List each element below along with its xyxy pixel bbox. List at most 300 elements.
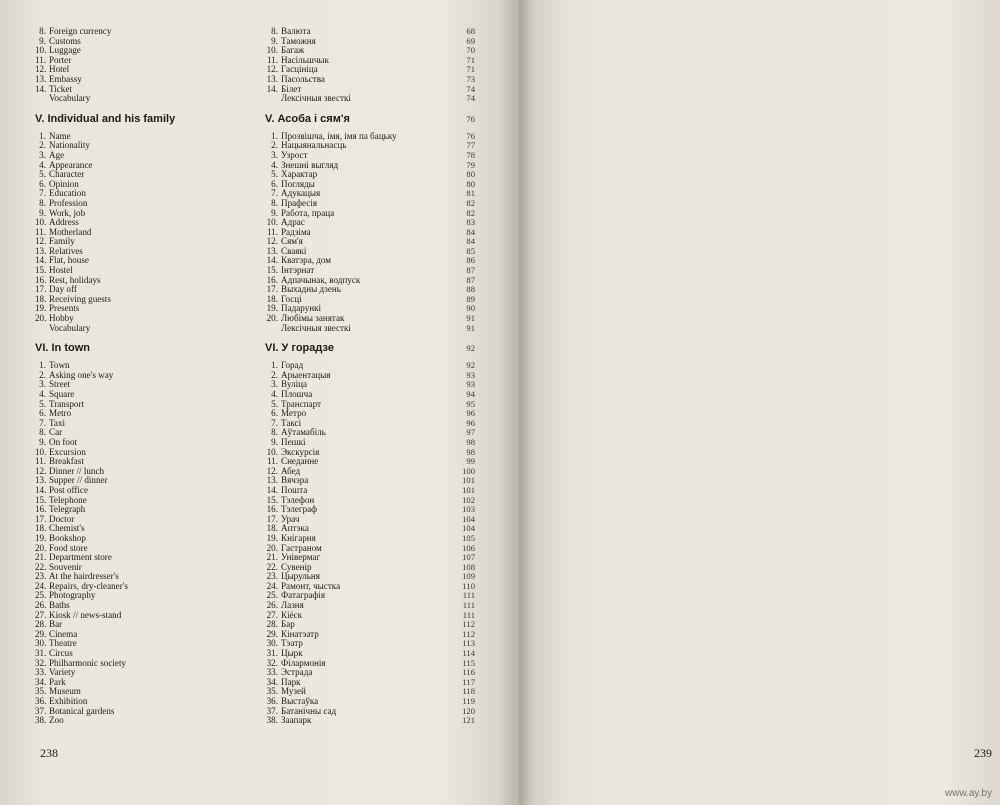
entry-title: Asking one's way <box>49 369 114 380</box>
english-contents-column <box>35 27 235 726</box>
entry-title: Урач <box>281 513 300 524</box>
entry-title: Rest, holidays <box>49 274 101 285</box>
entry-number: 7. <box>271 188 278 199</box>
entry-number: 20. <box>266 542 278 553</box>
entry-number: 5. <box>271 398 278 409</box>
entry-title: Гастраном <box>281 542 322 553</box>
entry-number: 4. <box>39 389 46 399</box>
entry-number: 13. <box>35 73 47 84</box>
entry-number: 28. <box>35 619 47 630</box>
entry-title: Hobby <box>49 313 74 324</box>
entry-number: 17. <box>266 284 278 295</box>
entry-number: 35. <box>35 686 47 697</box>
entry-page: 118 <box>462 686 475 697</box>
entry-page: 87 <box>466 274 475 285</box>
entry-title: Сям'я <box>281 236 303 247</box>
entry-page: 119 <box>462 696 475 706</box>
entry-page: 87 <box>466 265 475 276</box>
entry-page: 76 <box>466 113 475 124</box>
section-title: V. Individual and his family <box>35 112 176 125</box>
section-heading <box>35 104 235 132</box>
entry-page: 77 <box>466 140 475 151</box>
page-number-right: 239 <box>974 746 992 760</box>
entry-page: 111 <box>462 600 475 611</box>
entry-number: 20. <box>35 542 47 553</box>
entry-number: 16. <box>35 504 47 515</box>
entry-number: 6. <box>39 408 46 419</box>
entry-title: Горад <box>281 360 304 371</box>
entry-page: 70 <box>466 45 475 56</box>
entry-number: 30. <box>266 638 278 649</box>
entry-number: 3. <box>271 149 278 160</box>
entry-number: 11. <box>35 226 47 237</box>
entry-number: 12. <box>35 465 47 476</box>
entry-number: 6. <box>39 178 46 189</box>
entry-number: 10. <box>35 45 47 56</box>
entry-number: 33. <box>35 667 47 678</box>
entry-number: 8. <box>39 26 46 36</box>
entry-title: Zoo <box>49 715 64 726</box>
contents-entry <box>35 716 235 726</box>
entry-number: 2. <box>39 140 46 151</box>
entry-title: Выстаўка <box>281 696 319 706</box>
entry-title: Кватэра, дом <box>281 255 332 266</box>
contents-entry <box>265 716 475 726</box>
entry-number: 1. <box>271 130 278 141</box>
entry-title: Снеданне <box>281 456 319 467</box>
entry-page: 116 <box>462 667 475 678</box>
entry-page: 82 <box>466 197 475 208</box>
entry-number: 16. <box>35 274 47 285</box>
entry-number: 11. <box>35 456 47 467</box>
entry-page: 83 <box>466 217 475 228</box>
entry-page: 100 <box>462 465 475 476</box>
entry-title: Аптэка <box>281 523 309 534</box>
entry-page: 86 <box>466 255 475 266</box>
entry-page: 112 <box>462 628 475 639</box>
entry-title: Opinion <box>49 178 79 189</box>
entry-number: 10. <box>266 217 278 228</box>
entry-title: Экскурсія <box>281 446 320 457</box>
entry-title: Узрост <box>281 149 308 160</box>
entry-number: 34. <box>35 676 47 687</box>
entry-number: 14. <box>266 255 278 266</box>
entry-number: 21. <box>35 552 47 563</box>
entry-number: 15. <box>266 265 278 276</box>
entry-page: 95 <box>466 398 475 409</box>
entry-number: 18. <box>35 293 47 304</box>
entry-page: 108 <box>462 561 475 572</box>
entry-page: 79 <box>466 159 475 170</box>
entry-number: 26. <box>35 600 47 611</box>
section-heading <box>35 333 235 361</box>
entry-number: 9. <box>271 207 278 218</box>
contents-entry <box>35 141 235 151</box>
entry-title: Пасольства <box>281 73 325 84</box>
entry-title: Circus <box>49 648 73 659</box>
entry-page: 104 <box>462 513 475 524</box>
entry-page: 98 <box>466 436 475 447</box>
entry-number: 13. <box>266 475 278 486</box>
entry-page: 91 <box>466 322 475 333</box>
entry-title: Музей <box>281 686 306 697</box>
entry-number: 8. <box>271 197 278 208</box>
entry-title: Square <box>49 389 75 399</box>
entry-page: 105 <box>462 532 475 543</box>
entry-number: 24. <box>35 580 47 591</box>
entry-title: Motherland <box>49 226 92 237</box>
entry-page: 106 <box>462 542 475 553</box>
entry-number: 9. <box>39 436 46 447</box>
entry-number: 9. <box>271 35 278 46</box>
entry-title: Foreign currency <box>49 26 112 36</box>
entry-title: Embassy <box>49 73 82 84</box>
entry-page: 89 <box>466 293 475 304</box>
entry-title: Абед <box>281 465 301 476</box>
entry-page: 93 <box>466 369 475 380</box>
entry-title: Сваякі <box>281 245 307 256</box>
entry-title: Education <box>49 188 86 199</box>
entry-title: Age <box>49 149 65 160</box>
entry-number: 37. <box>266 705 278 716</box>
entry-title: Вячэра <box>281 475 309 486</box>
entry-title: Luggage <box>49 45 81 56</box>
entry-title: Baths <box>49 600 70 611</box>
entry-title: Пешкі <box>281 436 306 447</box>
entry-number: 12. <box>266 64 278 75</box>
entry-page: 104 <box>462 523 475 534</box>
entry-number: 9. <box>39 35 46 46</box>
entry-number: 12. <box>35 236 47 247</box>
entry-number: 27. <box>266 609 278 620</box>
entry-number: 2. <box>271 140 278 151</box>
entry-title: Hostel <box>49 265 73 276</box>
entry-title: Знешні выгляд <box>281 159 339 170</box>
entry-title: Прозвішча, імя, імя па бацьку <box>281 130 397 141</box>
entry-number: 33. <box>266 667 278 678</box>
entry-title: Appearance <box>49 159 93 170</box>
entry-title: Taxi <box>49 417 66 428</box>
entry-title: Насільшчык <box>281 54 329 65</box>
entry-number: 21. <box>266 552 278 563</box>
entry-number: 9. <box>271 436 278 447</box>
page-number-left: 238 <box>40 746 58 760</box>
contents-entry <box>265 94 475 104</box>
entry-title: Тэлеграф <box>281 504 318 515</box>
entry-number: 8. <box>39 197 46 208</box>
entry-title: Ticket <box>49 83 72 94</box>
entry-title: Погляды <box>281 178 315 189</box>
entry-title: Philharmonic society <box>49 657 127 668</box>
entry-page: 97 <box>466 427 475 438</box>
entry-title: Vocabulary <box>49 322 91 333</box>
section-heading <box>265 104 475 132</box>
entry-page: 85 <box>466 245 475 256</box>
entry-page: 98 <box>466 446 475 457</box>
entry-number: 15. <box>266 494 278 505</box>
entry-number: 22. <box>266 561 278 572</box>
entry-page: 110 <box>462 580 475 591</box>
entry-number: 18. <box>35 523 47 534</box>
entry-title: Day off <box>49 284 77 295</box>
entry-page: 93 <box>466 379 475 390</box>
entry-number: 7. <box>39 417 46 428</box>
entry-number: 10. <box>35 446 47 457</box>
entry-title: Repairs, dry-cleaner's <box>49 580 128 591</box>
watermark: www.ay.by <box>944 788 992 799</box>
entry-title: Vocabulary <box>49 93 91 104</box>
entry-number: 8. <box>39 427 46 438</box>
entry-title: Metro <box>49 408 72 419</box>
entry-title: Department store <box>49 552 112 563</box>
contents-entry <box>265 324 475 334</box>
entry-title: Арыентацыя <box>281 369 331 380</box>
entry-title: Chemist's <box>49 523 85 534</box>
entry-title: Name <box>49 130 71 141</box>
entry-page: 101 <box>462 475 475 486</box>
entry-title: Character <box>49 169 85 180</box>
entry-title: Telegraph <box>49 504 86 515</box>
entry-number: 19. <box>35 532 47 543</box>
entry-page: 92 <box>466 343 475 354</box>
entry-title: Bookshop <box>49 532 86 543</box>
entry-number: 16. <box>266 504 278 515</box>
entry-title: Town <box>49 360 70 371</box>
entry-number: 19. <box>266 532 278 543</box>
entry-title: Profession <box>49 197 88 208</box>
entry-number: 8. <box>271 427 278 438</box>
entry-title: Цырульня <box>281 571 320 582</box>
entry-number: 15. <box>35 265 47 276</box>
entry-number: 4. <box>39 159 46 170</box>
entry-title: Souvenir <box>49 561 82 572</box>
entry-title: Інтэрнат <box>281 265 315 276</box>
entry-page: 74 <box>466 83 475 94</box>
entry-title: Excursion <box>49 446 86 457</box>
entry-title: Сувенір <box>281 561 312 572</box>
entry-title: Нацыянальнасць <box>281 140 347 151</box>
entry-number: 7. <box>271 417 278 428</box>
entry-title: Таксі <box>281 417 302 428</box>
entry-title: Філармонія <box>281 657 326 668</box>
contents-entry <box>265 611 475 621</box>
entry-title: Эстрада <box>281 667 313 678</box>
entry-page: 107 <box>462 552 475 563</box>
entry-page: 101 <box>462 484 475 495</box>
entry-number: 29. <box>35 628 47 639</box>
entry-title: Заапарк <box>281 715 312 726</box>
entry-title: Работа, праца <box>281 207 335 218</box>
entry-number: 16. <box>266 274 278 285</box>
entry-number: 28. <box>266 619 278 630</box>
entry-page: 69 <box>466 35 475 46</box>
entry-number: 7. <box>39 188 46 199</box>
entry-title: Метро <box>281 408 307 419</box>
entry-title: Telephone <box>49 494 87 505</box>
entry-number: 36. <box>35 696 47 706</box>
entry-page: 76 <box>466 130 475 141</box>
entry-number: 3. <box>271 379 278 390</box>
entry-number: 11. <box>266 456 278 467</box>
contents-entry <box>35 94 235 104</box>
entry-title: Характар <box>281 169 318 180</box>
entry-title: On foot <box>49 436 78 447</box>
entry-title: Бар <box>281 619 295 630</box>
entry-title: Address <box>49 217 79 228</box>
entry-title: Лексічныя звесткі <box>281 322 351 333</box>
entry-number: 13. <box>35 245 47 256</box>
entry-page: 103 <box>462 504 475 515</box>
entry-number: 25. <box>35 590 47 601</box>
right-page <box>519 0 1000 805</box>
entry-page: 117 <box>462 676 475 687</box>
entry-title: Тэатр <box>281 638 303 649</box>
entry-number: 19. <box>35 303 47 314</box>
entry-page: 80 <box>466 178 475 189</box>
entry-title: Post office <box>49 484 88 495</box>
entry-title: Вуліца <box>281 379 308 390</box>
entry-number: 2. <box>271 369 278 380</box>
entry-title: Porter <box>49 54 72 65</box>
entry-title: Work, job <box>49 207 86 218</box>
entry-title: Адпачынак, водпуск <box>281 274 361 285</box>
entry-page: 84 <box>466 226 475 237</box>
entry-number: 8. <box>271 26 278 36</box>
entry-page: 84 <box>466 236 475 247</box>
entry-title: Госці <box>281 293 302 304</box>
entry-page: 112 <box>462 619 475 630</box>
entry-title: Адрас <box>281 217 305 228</box>
entry-number: 5. <box>39 398 46 409</box>
entry-number: 15. <box>35 494 47 505</box>
entry-title: Kiosk // news-stand <box>49 609 122 620</box>
entry-number: 14. <box>35 255 47 266</box>
entry-title: Транспарт <box>281 398 321 409</box>
entry-number: 23. <box>35 571 47 582</box>
entry-title: Батанічны сад <box>281 705 337 716</box>
entry-number: 12. <box>266 465 278 476</box>
entry-number: 38. <box>266 715 278 726</box>
entry-title: Botanical gardens <box>49 705 115 716</box>
entry-page: 80 <box>466 169 475 180</box>
entry-title: Парк <box>281 676 301 687</box>
entry-title: Радзіма <box>281 226 311 237</box>
entry-number: 18. <box>266 523 278 534</box>
entry-title: Photography <box>49 590 96 601</box>
entry-number: 29. <box>266 628 278 639</box>
entry-page: 96 <box>466 408 475 419</box>
entry-number: 35. <box>266 686 278 697</box>
entry-number: 38. <box>35 715 47 726</box>
entry-number: 20. <box>35 313 47 324</box>
entry-title: Любімы занятак <box>281 313 345 324</box>
entry-number: 6. <box>271 178 278 189</box>
entry-number: 13. <box>266 73 278 84</box>
entry-title: Гасцініца <box>281 64 318 75</box>
entry-title: Car <box>49 427 63 438</box>
entry-number: 25. <box>266 590 278 601</box>
entry-number: 11. <box>35 54 47 65</box>
entry-title: Выхадны дзень <box>281 284 341 295</box>
entry-page: 94 <box>466 389 475 399</box>
entry-title: Пошта <box>281 484 308 495</box>
entry-title: Тэлефон <box>281 494 315 505</box>
section-title: VI. In town <box>35 342 90 355</box>
entry-number: 24. <box>266 580 278 591</box>
entry-title: Фатаграфія <box>281 590 326 601</box>
entry-title: Park <box>49 676 66 687</box>
entry-number: 13. <box>266 245 278 256</box>
entry-page: 92 <box>466 360 475 371</box>
entry-title: Transport <box>49 398 85 409</box>
entry-title: Падарункі <box>281 303 322 314</box>
contents-entry <box>35 611 235 621</box>
entry-page: 102 <box>462 494 475 505</box>
entry-number: 17. <box>35 284 47 295</box>
entry-title: Doctor <box>49 513 75 524</box>
entry-title: Flat, house <box>49 255 89 266</box>
entry-number: 14. <box>266 83 278 94</box>
entry-title: Nationality <box>49 140 90 151</box>
entry-page: 91 <box>466 313 475 324</box>
entry-number: 34. <box>266 676 278 687</box>
entry-number: 9. <box>39 207 46 218</box>
entry-number: 20. <box>266 313 278 324</box>
entry-title: Валюта <box>281 26 311 36</box>
entry-page: 68 <box>466 26 475 36</box>
contents-entry <box>35 324 235 334</box>
entry-number: 18. <box>266 293 278 304</box>
entry-title: Food store <box>49 542 88 553</box>
entry-number: 3. <box>39 149 46 160</box>
entry-number: 26. <box>266 600 278 611</box>
entry-number: 12. <box>266 236 278 247</box>
entry-number: 10. <box>35 217 47 228</box>
entry-page: 115 <box>462 657 475 668</box>
entry-number: 27. <box>35 609 47 620</box>
entry-title: Receiving guests <box>49 293 111 304</box>
entry-page: 120 <box>462 705 475 716</box>
entry-number: 17. <box>266 513 278 524</box>
entry-number: 4. <box>271 159 278 170</box>
entry-page: 96 <box>466 417 475 428</box>
entry-number: 4. <box>271 389 278 399</box>
entry-page: 78 <box>466 149 475 160</box>
entry-title: Exhibition <box>49 696 88 706</box>
entry-page: 82 <box>466 207 475 218</box>
entry-title: Presents <box>49 303 80 314</box>
entry-page: 114 <box>462 648 475 659</box>
entry-title: Кнігарня <box>281 532 316 543</box>
entry-title: Кіёск <box>281 609 303 620</box>
entry-number: 6. <box>271 408 278 419</box>
entry-number: 22. <box>35 561 47 572</box>
entry-number: 3. <box>39 379 46 390</box>
entry-title: Багаж <box>281 45 305 56</box>
entry-title: Цырк <box>281 648 303 659</box>
entry-number: 32. <box>35 657 47 668</box>
entry-title: Theatre <box>49 638 77 649</box>
entry-title: Bar <box>49 619 63 630</box>
entry-title: Museum <box>49 686 81 697</box>
entry-number: 32. <box>266 657 278 668</box>
entry-page: 71 <box>466 64 475 75</box>
entry-page: 81 <box>466 188 475 199</box>
entry-title: Variety <box>49 667 76 678</box>
entry-number: 11. <box>266 226 278 237</box>
entry-number: 23. <box>266 571 278 582</box>
entry-page: 99 <box>466 456 475 467</box>
